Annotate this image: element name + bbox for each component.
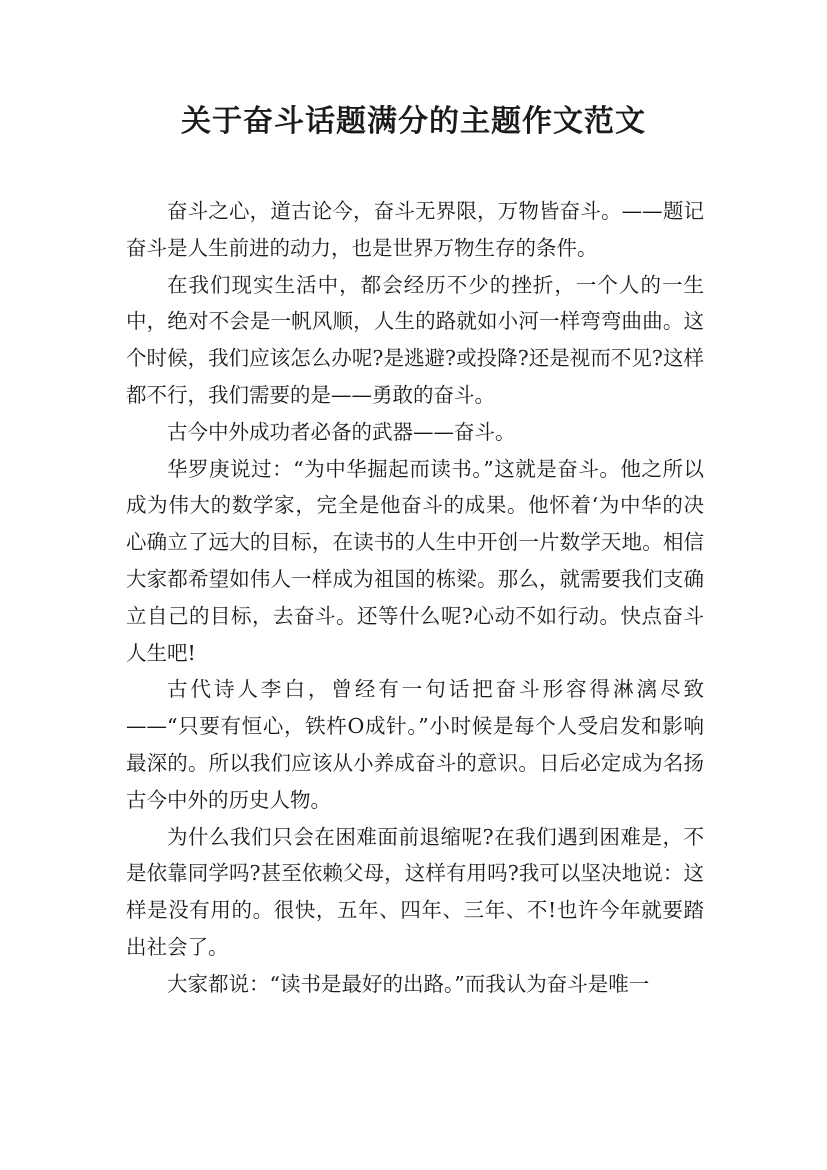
document-title: 关于奋斗话题满分的主题作文范文 [181, 104, 646, 139]
paragraph: 大家都说：“读书是最好的出路。”而我认为奋斗是唯一 [167, 971, 650, 996]
paragraph: 古代诗人李白，曾经有一句话把奋斗形容得淋漓尽致——“只要有恒心，铁杵Ο成针。”小时候是每个人受启发和影响最深的。所以我们应该从小养成奋斗的意识。日后必定成为名扬古今中外的历史人物。 [126, 677, 704, 812]
paragraph: 奋斗之心，道古论今，奋斗无界限，万物皆奋斗。——题记奋斗是人生前进的动力，也是世界万物生存的条件。 [126, 199, 704, 260]
document-body [126, 193, 704, 1003]
paragraph: 华罗庚说过：“为中华掘起而读书。”这就是奋斗。他之所以成为伟大的数学家，完全是他奋斗的成果。他怀着‘为中华的决心确立了远大的目标，在读书的人生中开创一片数学天地。相信大家都希望如伟人一样成为祖国的栋梁。那么，就需要我们支确立自己的目标，去奋斗。还等什么呢?心动不如行动。快点奋斗人生吧! [126, 456, 704, 665]
paragraph: 古今中外成功者必备的武器——奋斗。 [167, 419, 516, 444]
paragraph: 在我们现实生活中，都会经历不少的挫折，一个人的一生中，绝对不会是一帆风顺，人生的路就如小河一样弯弯曲曲。这个时候，我们应该怎么办呢?是逃避?或投降?还是视而不见?这样都不行，我们需要的是——勇敢的奋斗。 [126, 272, 704, 407]
paragraph: 为什么我们只会在困难面前退缩呢?在我们遇到困难是，不是依靠同学吗?甚至依赖父母，这样有用吗?我可以坚决地说：这样是没有用的。很快，五年、四年、三年、不!也许今年就要踏出社会了。 [126, 824, 704, 959]
